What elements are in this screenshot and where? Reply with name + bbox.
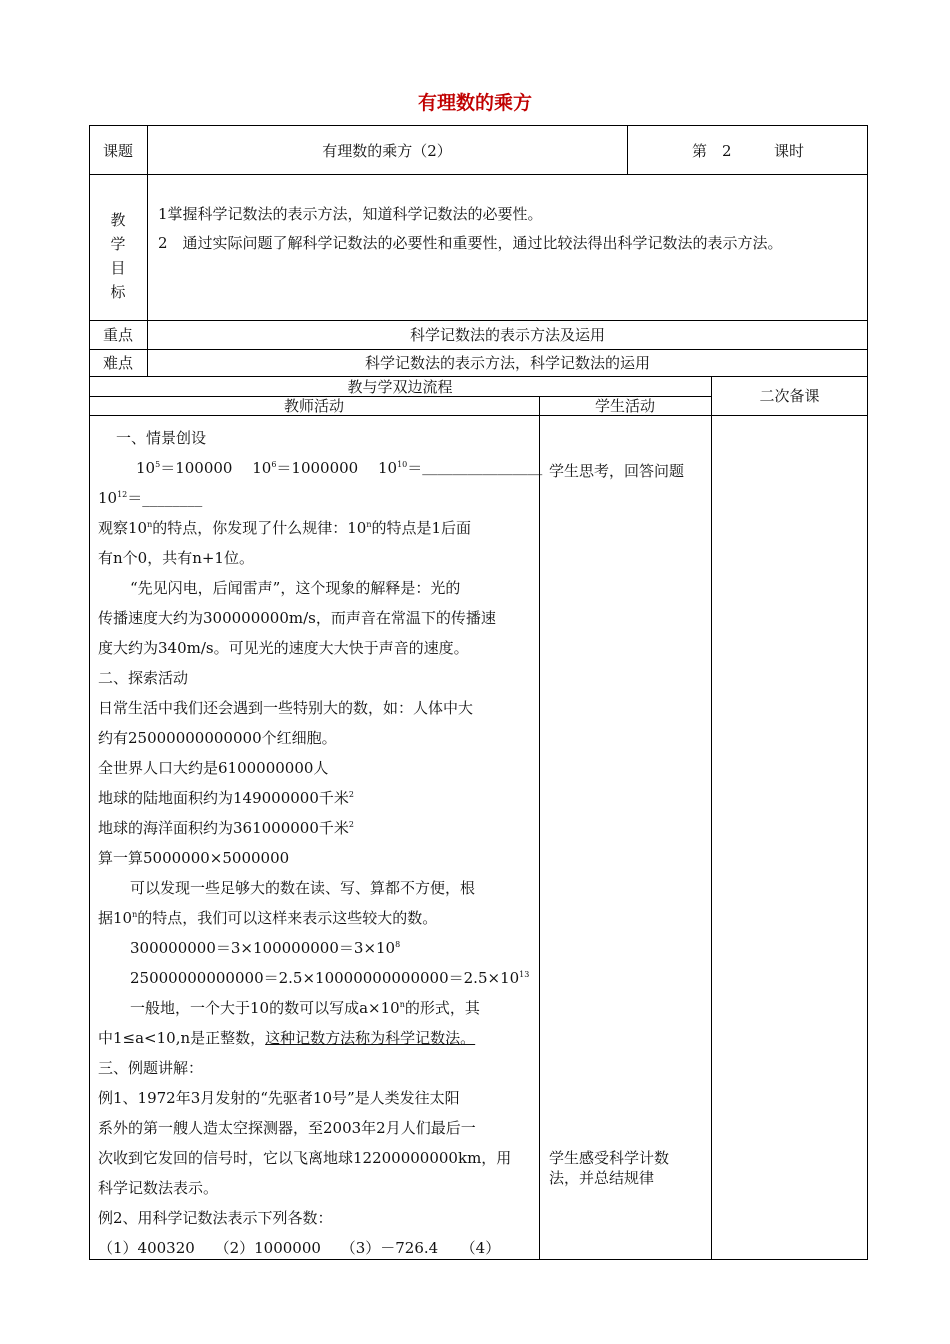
text-line: 地球的陆地面积约为149000000千米$^2$ (98, 789, 354, 807)
flow-heading: 教与学双边流程 (347, 378, 453, 396)
key-point-text: 科学记数法的表示方法及运用 (409, 326, 605, 344)
text-line: 观察10$^n$的特点，你发现了什么规律：10$^n$的特点是1后面 (98, 519, 472, 537)
topic-value: 有理数的乘方（2） (322, 142, 452, 160)
prep-heading: 二次备课 (759, 387, 820, 405)
student-activity-1: 学生思考，回答问题 (549, 462, 685, 480)
text-line: 次收到它发回的信号时，它以飞离地球12200000000km，用 (98, 1149, 512, 1167)
formula-line: $25000000000000=2.5\times 10000000000000=2.5\times 10^{13}$ (130, 969, 530, 987)
text-line: 据10$^n$的特点，我们可以这样来表示这些较大的数。 (98, 909, 438, 927)
text-line: 度大约为340m/s。可见光的速度大大快于声音的速度。 (98, 639, 469, 657)
text-line: 中1≤a<10,n是正整数，这种记数方法称为科学记数法。 (98, 1029, 476, 1047)
difficulty-text: 科学记数法的表示方法，科学记数法的运用 (364, 354, 650, 372)
document-title: 有理数的乘方 (417, 92, 532, 114)
row-divider (89, 320, 868, 321)
text-line: 全世界人口大约是6100000000人 (98, 759, 329, 777)
goal-item: 2 通过实际问题了解科学记数法的必要性和重要性，通过比较法得出科学记数法的表示方法。 (158, 234, 783, 252)
definition-underlined: 这种记数方法称为科学记数法。 (265, 1029, 476, 1047)
lesson-suffix: 课时 (774, 142, 805, 160)
lesson-number: 2 (722, 142, 732, 160)
text-line: 系外的第一艘人造太空探测器，至2003年2月人们最后一 (98, 1119, 476, 1137)
text-line: $10^{12}=\_\_\_\_\_\_\_\_$ (98, 489, 203, 507)
row-divider (89, 174, 868, 175)
text-line: “先见闪电，后闻雷声”，这个现象的解释是：光的 (130, 579, 461, 597)
text-line: 算一算5000000×5000000 (98, 849, 290, 867)
goals-label: 教 学 目 标 (110, 211, 126, 301)
col-divider (627, 125, 628, 174)
text-line: 地球的海洋面积约为361000000千米$^2$ (98, 819, 354, 837)
section-heading: 二、探索活动 (98, 669, 189, 687)
teacher-activity (98, 423, 543, 1263)
text-line: 例1、1972年3月发射的“先驱者10号”是人类发往太阳 (98, 1089, 460, 1107)
goal-item: 1掌握科学记数法的表示方法，知道科学记数法的必要性。 (158, 205, 543, 223)
key-point-label: 重点 (102, 326, 133, 344)
text-line: 日常生活中我们还会遇到一些特别大的数，如：人体中大 (98, 699, 474, 717)
text-line: $10^5=100000$ $10^6=1000000$ $10^{10}=\_\_\_\_\_\_\_\_$ (136, 459, 543, 477)
student-activity-2a: 学生感受科学计数 (549, 1149, 670, 1167)
section-heading: 三、例题讲解： (98, 1059, 204, 1077)
formula-line: $300000000=3\times 100000000=3\times 10^8$ (130, 939, 401, 957)
topic-label: 课题 (102, 142, 133, 160)
text-line: 可以发现一些足够大的数在读、写、算都不方便，根 (130, 879, 476, 897)
text-line: 传播速度大约为300000000m/s，而声音在常温下的传播速 (98, 609, 496, 627)
teacher-heading: 教师活动 (283, 397, 344, 415)
text-line: 一般地，一个大于10的数可以写成$a\times 10^n$的形式，其 (130, 999, 480, 1017)
col-divider (539, 396, 540, 1260)
lesson-prefix: 第 (692, 142, 708, 160)
text-line: 有n个0，共有n+1位。 (98, 549, 254, 567)
text-line: 约有25000000000000个红细胞。 (98, 729, 337, 747)
student-activity-2b: 法，并总结规律 (549, 1169, 655, 1187)
text-line: 科学记数法表示。 (98, 1179, 219, 1197)
row-divider (89, 349, 868, 350)
difficulty-label: 难点 (102, 354, 133, 372)
text-line: 例2、用科学记数法表示下列各数： (98, 1209, 333, 1227)
col-divider (711, 376, 712, 1260)
student-heading: 学生活动 (594, 397, 655, 415)
text-line: （1）400320 （2）1000000 （3）－726.4 （4） (98, 1239, 501, 1257)
section-heading: 一、情景创设 (116, 429, 207, 447)
